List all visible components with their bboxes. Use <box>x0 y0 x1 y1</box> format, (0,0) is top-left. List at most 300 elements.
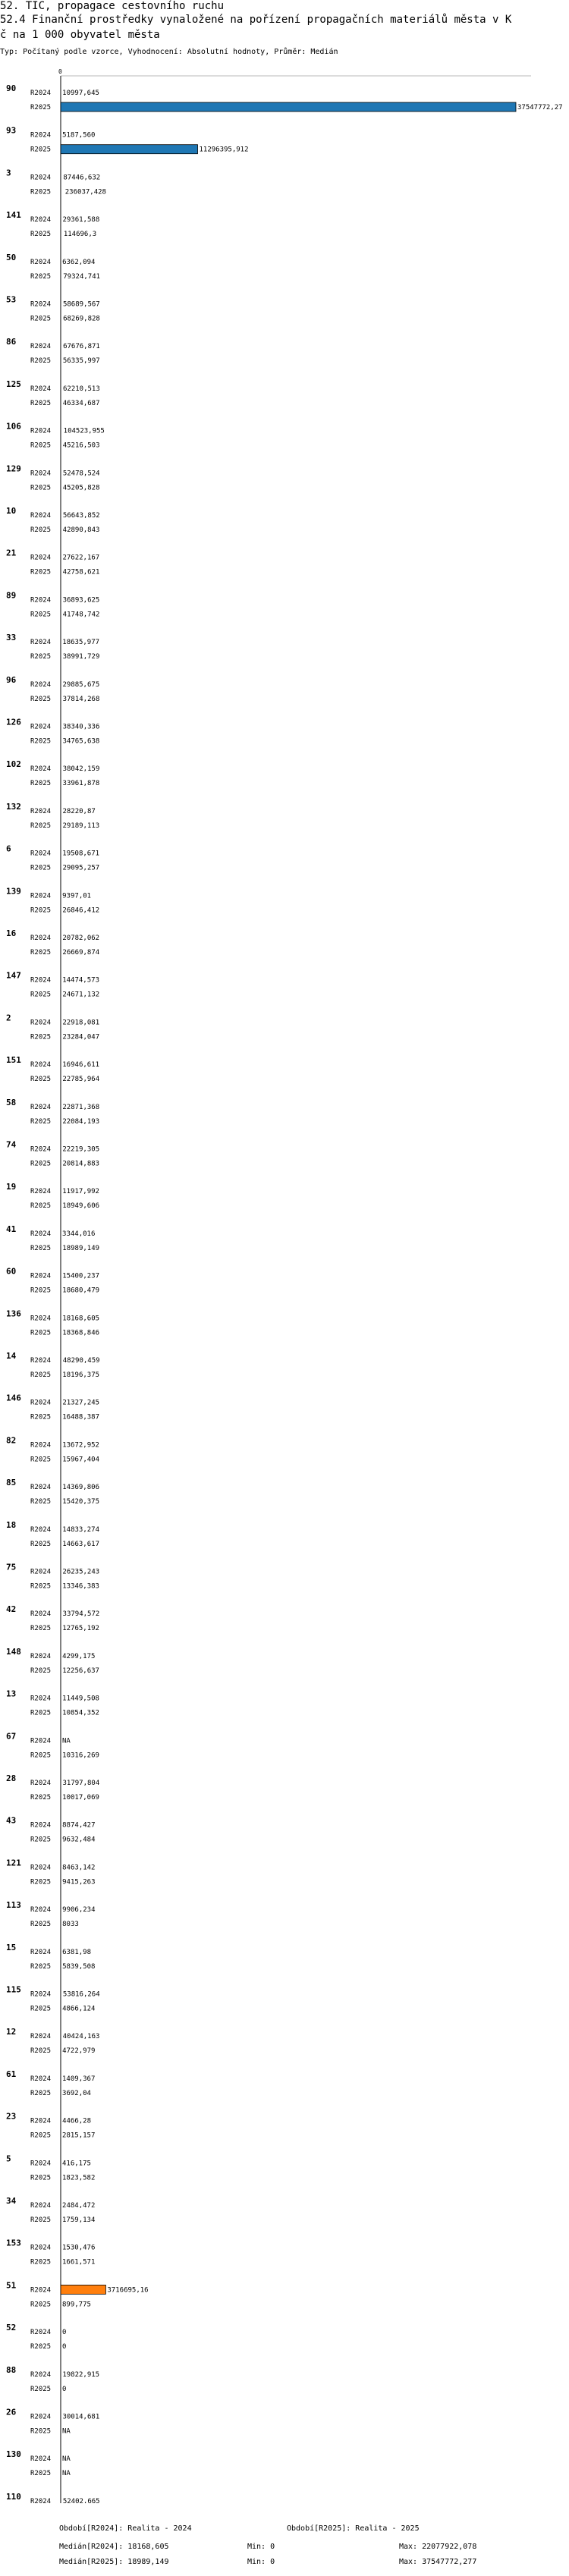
row-category-label: 60 <box>6 1266 17 1277</box>
bar-value-label: 8033 <box>62 1921 79 1929</box>
series-label: R2025 <box>30 399 52 407</box>
bar-value-label: 22785,964 <box>62 1076 100 1084</box>
series-label: R2025 <box>30 1540 52 1548</box>
series-label: R2025 <box>30 146 52 154</box>
row-category-label: 148 <box>6 1646 21 1657</box>
series-label: R2025 <box>30 2470 52 2478</box>
row-category-label: 86 <box>6 337 17 347</box>
bar-value-label: 14474,573 <box>62 976 100 985</box>
bar-value-label: 28220,87 <box>62 807 96 815</box>
chart-title-line-2: 52.4 Finanční prostředky vynaložené na pořízení propagačních materiálů města v K <box>0 14 512 26</box>
row-category-label: 16 <box>6 928 17 938</box>
bar-value-label: 18368,846 <box>62 1329 100 1337</box>
row-category-label: 10 <box>6 506 17 516</box>
bar <box>61 102 516 112</box>
series-label: R2025 <box>30 2131 52 2140</box>
bar-value-label: 12765,192 <box>62 1625 99 1633</box>
bar-value-label: 15400,237 <box>62 1272 100 1280</box>
series-label: R2025 <box>30 1878 52 1886</box>
series-label: R2024 <box>30 2117 52 2125</box>
series-label: R2025 <box>30 780 52 788</box>
bar-value-label: 18949,606 <box>62 1202 100 1211</box>
bar-value-label: 20782,062 <box>62 935 100 942</box>
row-category-label: 115 <box>6 1984 21 1995</box>
row-category-label: 113 <box>6 1900 21 1911</box>
bar-value-label: NA <box>62 1737 71 1745</box>
bar-value-label: 2484,472 <box>62 2202 96 2210</box>
series-label: R2025 <box>30 1836 52 1844</box>
bar-value-label: 42758,621 <box>62 568 100 576</box>
row-category-label: 15 <box>6 1942 17 1952</box>
row-category-label: 146 <box>6 1393 21 1403</box>
series-label: R2025 <box>30 2427 52 2436</box>
series-label: R2025 <box>30 188 52 196</box>
series-label: R2025 <box>30 653 52 661</box>
series-label: R2025 <box>30 737 52 746</box>
series-label: R2025 <box>30 526 52 534</box>
series-label: R2024 <box>30 1441 52 1450</box>
bar-value-label: 16946,611 <box>62 1061 100 1070</box>
chart-title-line-1: 52. TIC, propagace cestovního ruchu <box>0 0 225 12</box>
series-label: R2024 <box>30 1061 52 1070</box>
bar-value-label: 13346,383 <box>62 1582 99 1591</box>
row-category-label: 139 <box>6 886 21 897</box>
bar-value-label: 21327,245 <box>62 1399 100 1407</box>
footer-period-2024: Období[R2024]: Realita - 2024 <box>59 2524 192 2533</box>
bar-value-label: 45205,828 <box>62 484 100 492</box>
bar-value-label: 56335,997 <box>62 357 100 366</box>
series-label: R2025 <box>30 2216 52 2224</box>
series-label: R2025 <box>30 1709 52 1717</box>
row-category-label: 102 <box>6 759 21 770</box>
bar-value-label: 41748,742 <box>62 611 100 619</box>
row-category-label: 136 <box>6 1308 21 1319</box>
bar-value-label: 114696,3 <box>63 231 97 239</box>
series-label: R2024 <box>30 470 52 478</box>
row-category-label: 75 <box>6 1562 17 1572</box>
series-label: R2024 <box>30 2244 52 2252</box>
bar-value-label: 10854,352 <box>62 1709 99 1717</box>
footer-median-2025: Medián[R2025]: 18989,149 <box>59 2558 169 2566</box>
row-category-label: 14 <box>6 1351 17 1361</box>
bar-value-label: 104523,955 <box>63 427 105 435</box>
series-label: R2025 <box>30 231 52 239</box>
series-label: R2025 <box>30 611 52 619</box>
series-label: R2025 <box>30 1751 52 1760</box>
bar-value-label: 9906,234 <box>62 1906 96 1915</box>
series-label: R2024 <box>30 1272 52 1280</box>
bar-value-label: 62210,513 <box>62 385 100 393</box>
series-label: R2025 <box>30 949 52 957</box>
bar-value-label: 5187,560 <box>62 131 96 140</box>
bar-value-label: 31797,804 <box>62 1780 100 1787</box>
bar-value-label: 11917,992 <box>62 1188 99 1196</box>
bar-value-label: 8874,427 <box>62 1821 96 1830</box>
series-label: R2024 <box>30 2370 52 2379</box>
row-category-label: 3 <box>6 168 11 178</box>
series-label: R2025 <box>30 2258 52 2267</box>
series-label: R2024 <box>30 2413 52 2421</box>
series-label: R2024 <box>30 1315 52 1323</box>
bar-value-label: 4466,28 <box>62 2117 92 2125</box>
series-label: R2024 <box>30 1695 52 1703</box>
series-label: R2024 <box>30 639 52 647</box>
row-category-label: 125 <box>6 379 21 389</box>
series-label: R2025 <box>30 1582 52 1591</box>
footer-max-2024: Max: 22077922,078 <box>399 2543 477 2551</box>
series-label: R2025 <box>30 1033 52 1041</box>
row-category-label: 93 <box>6 125 17 136</box>
bar-value-label: 22084,193 <box>62 1117 100 1126</box>
bar-value-label: 18989,149 <box>62 1244 100 1252</box>
series-label: R2025 <box>30 568 52 576</box>
row-category-label: 26 <box>6 2407 17 2417</box>
bar-value-label: 14369,806 <box>62 1484 100 1492</box>
row-category-label: 34 <box>6 2196 17 2206</box>
series-label: R2024 <box>30 1737 52 1745</box>
row-category-label: 89 <box>6 590 17 601</box>
bar-value-label: 1530,476 <box>62 2244 96 2252</box>
footer-median-2024: Medián[R2024]: 18168,605 <box>59 2543 169 2551</box>
series-label: R2025 <box>30 2343 52 2351</box>
bar-value-label: 29885,675 <box>62 680 100 689</box>
axis-zero-tick-label: 0 <box>58 68 62 75</box>
bar-value-label: 37814,268 <box>62 695 100 703</box>
row-category-label: 2 <box>6 1013 11 1023</box>
bar-value-label: 18168,605 <box>62 1315 100 1323</box>
chart-subtitle: Typ: Počítaný podle vzorce, Vyhodnocení: Absolutní hodnoty, Průměr: Medián <box>0 48 338 56</box>
bar-value-label: 52478,524 <box>62 470 100 478</box>
bar-value-label: 1823,582 <box>62 2174 96 2182</box>
bar-value-label: 22219,305 <box>62 1145 100 1154</box>
bar-value-label: 67676,871 <box>63 343 100 351</box>
bar-value-label: 23284,047 <box>62 1033 100 1041</box>
row-category-label: 18 <box>6 1519 17 1530</box>
bar-value-label: 18635,977 <box>62 639 100 647</box>
bar-value-label: 18680,479 <box>62 1286 100 1295</box>
footer-max-2025: Max: 37547772,277 <box>399 2558 477 2566</box>
series-label: R2025 <box>30 2301 52 2309</box>
series-label: R2024 <box>30 1019 52 1027</box>
row-category-label: 130 <box>6 2449 21 2460</box>
row-category-label: 52 <box>6 2323 17 2333</box>
bar-value-label: 3344,016 <box>62 1230 96 1238</box>
series-label: R2024 <box>30 2286 52 2295</box>
series-label: R2024 <box>30 1484 52 1492</box>
series-label: R2024 <box>30 131 52 140</box>
bar-value-label: 15967,404 <box>62 1456 100 1464</box>
bar-value-label: 3716695,16 <box>107 2286 149 2295</box>
bar-value-label: 416,175 <box>62 2160 91 2168</box>
series-label: R2024 <box>30 1188 52 1196</box>
series-label: R2025 <box>30 1413 52 1422</box>
bar-value-label: 6362,094 <box>62 258 96 266</box>
row-category-label: 132 <box>6 801 21 812</box>
bar-value-label: 16488,387 <box>62 1413 100 1422</box>
bar-value-label: 10997,645 <box>62 90 99 97</box>
series-label: R2024 <box>30 174 52 182</box>
row-category-label: 19 <box>6 1182 17 1192</box>
series-label: R2025 <box>30 357 52 366</box>
bar-value-label: 14663,617 <box>62 1540 100 1548</box>
series-label: R2025 <box>30 821 52 830</box>
series-label: R2025 <box>30 1498 52 1506</box>
row-category-label: 141 <box>6 210 21 221</box>
row-category-label: 28 <box>6 1773 17 1783</box>
series-label: R2024 <box>30 850 52 858</box>
bar-value-label: 26235,243 <box>62 1568 100 1576</box>
series-label: R2024 <box>30 680 52 689</box>
row-category-label: 110 <box>6 2491 21 2502</box>
series-label: R2024 <box>30 1568 52 1576</box>
row-category-label: 90 <box>6 83 17 93</box>
bar-value-label: 5839,508 <box>62 1962 96 1971</box>
bar-value-label: 58689,567 <box>62 300 100 309</box>
row-category-label: 106 <box>6 421 21 432</box>
bar-value-label: 11449,508 <box>62 1695 99 1703</box>
row-category-label: 129 <box>6 463 21 474</box>
bar-value-label: 13672,952 <box>62 1441 99 1450</box>
series-label: R2025 <box>30 1329 52 1337</box>
series-label: R2024 <box>30 427 52 435</box>
series-label: R2024 <box>30 765 52 774</box>
series-label: R2024 <box>30 935 52 942</box>
row-category-label: 53 <box>6 294 17 305</box>
series-label: R2025 <box>30 2005 52 2013</box>
footer-min-2024: Min: 0 <box>247 2543 275 2551</box>
bar-value-label: 53816,264 <box>62 1990 100 1999</box>
bar-value-label: 29095,257 <box>62 864 100 872</box>
bar-value-label: 37547772,27 <box>517 104 563 112</box>
series-label: R2024 <box>30 596 52 605</box>
row-category-label: 85 <box>6 1478 17 1488</box>
row-category-label: 121 <box>6 1858 21 1868</box>
bar-value-label: 38991,729 <box>62 653 100 661</box>
series-label: R2025 <box>30 315 52 323</box>
series-label: R2024 <box>30 2160 52 2168</box>
row-category-label: 21 <box>6 548 17 558</box>
row-category-label: 5 <box>6 2153 11 2164</box>
series-label: R2024 <box>30 1906 52 1915</box>
bar-value-label: NA <box>62 2427 71 2436</box>
series-label: R2025 <box>30 864 52 872</box>
bar-value-label: 56643,852 <box>62 512 100 520</box>
series-label: R2025 <box>30 272 52 281</box>
footer-min-2025: Min: 0 <box>247 2558 275 2566</box>
bar-value-label: 68269,828 <box>63 315 100 323</box>
bar-value-label: 33794,572 <box>62 1610 100 1619</box>
bar-value-label: 19508,671 <box>62 850 100 858</box>
row-category-label: 41 <box>6 1224 17 1234</box>
bar-value-label: 0 <box>62 2385 67 2393</box>
series-label: R2024 <box>30 1864 52 1872</box>
chart-title-line-3: č na 1 000 obyvatel města <box>0 29 160 41</box>
row-category-label: 74 <box>6 1139 17 1150</box>
bar-value-label: 3692,04 <box>62 2089 91 2097</box>
bar-value-label: 26846,412 <box>62 906 100 915</box>
series-label: R2025 <box>30 1286 52 1295</box>
bar-value-label: 29189,113 <box>62 821 100 830</box>
series-label: R2024 <box>30 343 52 351</box>
bar-value-label: 36893,625 <box>62 596 100 605</box>
row-category-label: 82 <box>6 1435 17 1446</box>
bar-value-label: 4299,175 <box>62 1652 96 1660</box>
bar <box>61 2285 105 2294</box>
series-label: R2025 <box>30 1371 52 1379</box>
row-category-label: 58 <box>6 1097 17 1107</box>
bar-value-label: 38042,159 <box>62 765 100 774</box>
bar-value-label: 30014,681 <box>62 2413 100 2421</box>
bar-value-label: 9632,484 <box>62 1836 96 1844</box>
bar-value-label: 10316,269 <box>62 1751 99 1760</box>
bar-value-label: 9397,01 <box>62 892 92 900</box>
bar-value-label: 0 <box>62 2329 67 2337</box>
bar-value-label: 12256,637 <box>62 1667 99 1675</box>
bar-value-label: 2815,157 <box>62 2131 96 2140</box>
series-label: R2024 <box>30 554 52 562</box>
bar-value-label: 48290,459 <box>62 1357 100 1365</box>
bar-value-label: 34765,638 <box>62 737 100 746</box>
series-label: R2024 <box>30 1780 52 1787</box>
bar-value-label: 10017,069 <box>62 1794 99 1802</box>
bar-value-label: 45216,503 <box>62 441 100 450</box>
series-label: R2025 <box>30 1625 52 1633</box>
bar-value-label: 46334,687 <box>62 399 100 407</box>
row-category-label: 33 <box>6 633 17 643</box>
bar-value-label: 22871,368 <box>62 1103 100 1111</box>
series-label: R2025 <box>30 2047 52 2056</box>
row-category-label: 88 <box>6 2364 17 2375</box>
bar-value-label: 11296395,912 <box>199 146 249 154</box>
footer-period-2025: Období[R2025]: Realita - 2025 <box>287 2524 420 2533</box>
series-label: R2024 <box>30 2202 52 2210</box>
row-category-label: 12 <box>6 2027 17 2037</box>
series-label: R2024 <box>30 723 52 731</box>
row-category-label: 23 <box>6 2111 17 2122</box>
series-label: R2024 <box>30 807 52 815</box>
series-label: R2025 <box>30 1076 52 1084</box>
series-label: R2024 <box>30 2455 52 2464</box>
series-label: R2024 <box>30 2497 52 2503</box>
series-label: R2024 <box>30 1103 52 1111</box>
bar-value-label: 87446,632 <box>63 174 101 182</box>
series-label: R2025 <box>30 2089 52 2097</box>
row-category-label: 43 <box>6 1815 17 1826</box>
series-label: R2024 <box>30 892 52 900</box>
row-category-label: 6 <box>6 843 11 854</box>
series-label: R2025 <box>30 1202 52 1211</box>
bar-value-label: 236037,428 <box>64 188 106 196</box>
series-label: R2025 <box>30 695 52 703</box>
series-label: R2025 <box>30 484 52 492</box>
row-category-label: 61 <box>6 2069 17 2079</box>
series-label: R2025 <box>30 1667 52 1675</box>
bar-value-label: 22918,081 <box>62 1019 100 1027</box>
bar-value-label: 19822,915 <box>62 2370 100 2379</box>
series-label: R2024 <box>30 1990 52 1999</box>
series-label: R2024 <box>30 976 52 985</box>
bar-value-label: 29361,588 <box>62 216 100 225</box>
bar-value-label: NA <box>62 2470 71 2478</box>
bar-value-label: 899,775 <box>62 2301 91 2309</box>
series-label: R2024 <box>30 90 52 97</box>
row-category-label: 151 <box>6 1055 21 1066</box>
series-label: R2025 <box>30 906 52 915</box>
bar-value-label: 0 <box>62 2343 67 2351</box>
row-category-label: 42 <box>6 1604 17 1615</box>
bar-value-label: 4722,979 <box>62 2047 96 2056</box>
series-label: R2025 <box>30 2385 52 2393</box>
series-label: R2024 <box>30 385 52 393</box>
series-label: R2024 <box>30 512 52 520</box>
row-category-label: 50 <box>6 252 17 262</box>
row-category-label: 153 <box>6 2238 21 2248</box>
series-label: R2024 <box>30 1145 52 1154</box>
bar-value-label: 79324,741 <box>63 272 101 281</box>
series-label: R2024 <box>30 1610 52 1619</box>
bar-value-label: 15420,375 <box>62 1498 100 1506</box>
bar-value-label: 24671,132 <box>62 991 100 999</box>
series-label: R2024 <box>30 1357 52 1365</box>
bar-value-label: 6381,98 <box>62 1948 92 1956</box>
bar-value-label: 40424,163 <box>62 2033 100 2041</box>
series-label: R2024 <box>30 1230 52 1238</box>
bar-value-label: 33961,878 <box>62 780 100 788</box>
bar-value-label: 1409,367 <box>62 2075 96 2083</box>
series-label: R2024 <box>30 2075 52 2083</box>
bar-value-label: 14833,274 <box>62 1525 100 1534</box>
series-label: R2025 <box>30 2174 52 2182</box>
bar-value-label: 8463,142 <box>62 1864 96 1872</box>
bar-value-label: 9415,263 <box>62 1878 96 1886</box>
row-category-label: 96 <box>6 674 17 685</box>
series-label: R2025 <box>30 1160 52 1168</box>
series-label: R2024 <box>30 2033 52 2041</box>
series-label: R2024 <box>30 1652 52 1660</box>
series-label: R2024 <box>30 2329 52 2337</box>
bar-value-label: 52402,665 <box>62 2497 100 2503</box>
bar <box>61 145 198 154</box>
bar-value-label: 18196,375 <box>62 1371 100 1379</box>
bar-value-label: 1661,571 <box>62 2258 96 2267</box>
row-category-label: 13 <box>6 1689 17 1699</box>
bar-value-label: 4866,124 <box>62 2005 96 2013</box>
bar-value-label: 27622,167 <box>62 554 100 562</box>
bar-value-label: 1759,134 <box>62 2216 96 2224</box>
series-label: R2024 <box>30 1821 52 1830</box>
series-label: R2024 <box>30 258 52 266</box>
bar-value-label: 20814,883 <box>62 1160 100 1168</box>
bar-value-label: 42890,843 <box>62 526 100 534</box>
series-label: R2025 <box>30 991 52 999</box>
series-label: R2025 <box>30 1456 52 1464</box>
series-label: R2025 <box>30 1794 52 1802</box>
row-category-label: 67 <box>6 1731 17 1742</box>
bar-value-label: 38340,336 <box>62 723 100 731</box>
series-label: R2024 <box>30 216 52 225</box>
series-label: R2024 <box>30 1399 52 1407</box>
series-label: R2025 <box>30 1962 52 1971</box>
row-category-label: 126 <box>6 717 21 727</box>
bar-value-label: 26669,874 <box>62 949 100 957</box>
series-label: R2025 <box>30 1921 52 1929</box>
series-label: R2025 <box>30 1117 52 1126</box>
series-label: R2024 <box>30 300 52 309</box>
row-category-label: 147 <box>6 970 21 981</box>
series-label: R2025 <box>30 104 52 112</box>
bar-value-label: NA <box>62 2455 71 2464</box>
series-label: R2024 <box>30 1525 52 1534</box>
